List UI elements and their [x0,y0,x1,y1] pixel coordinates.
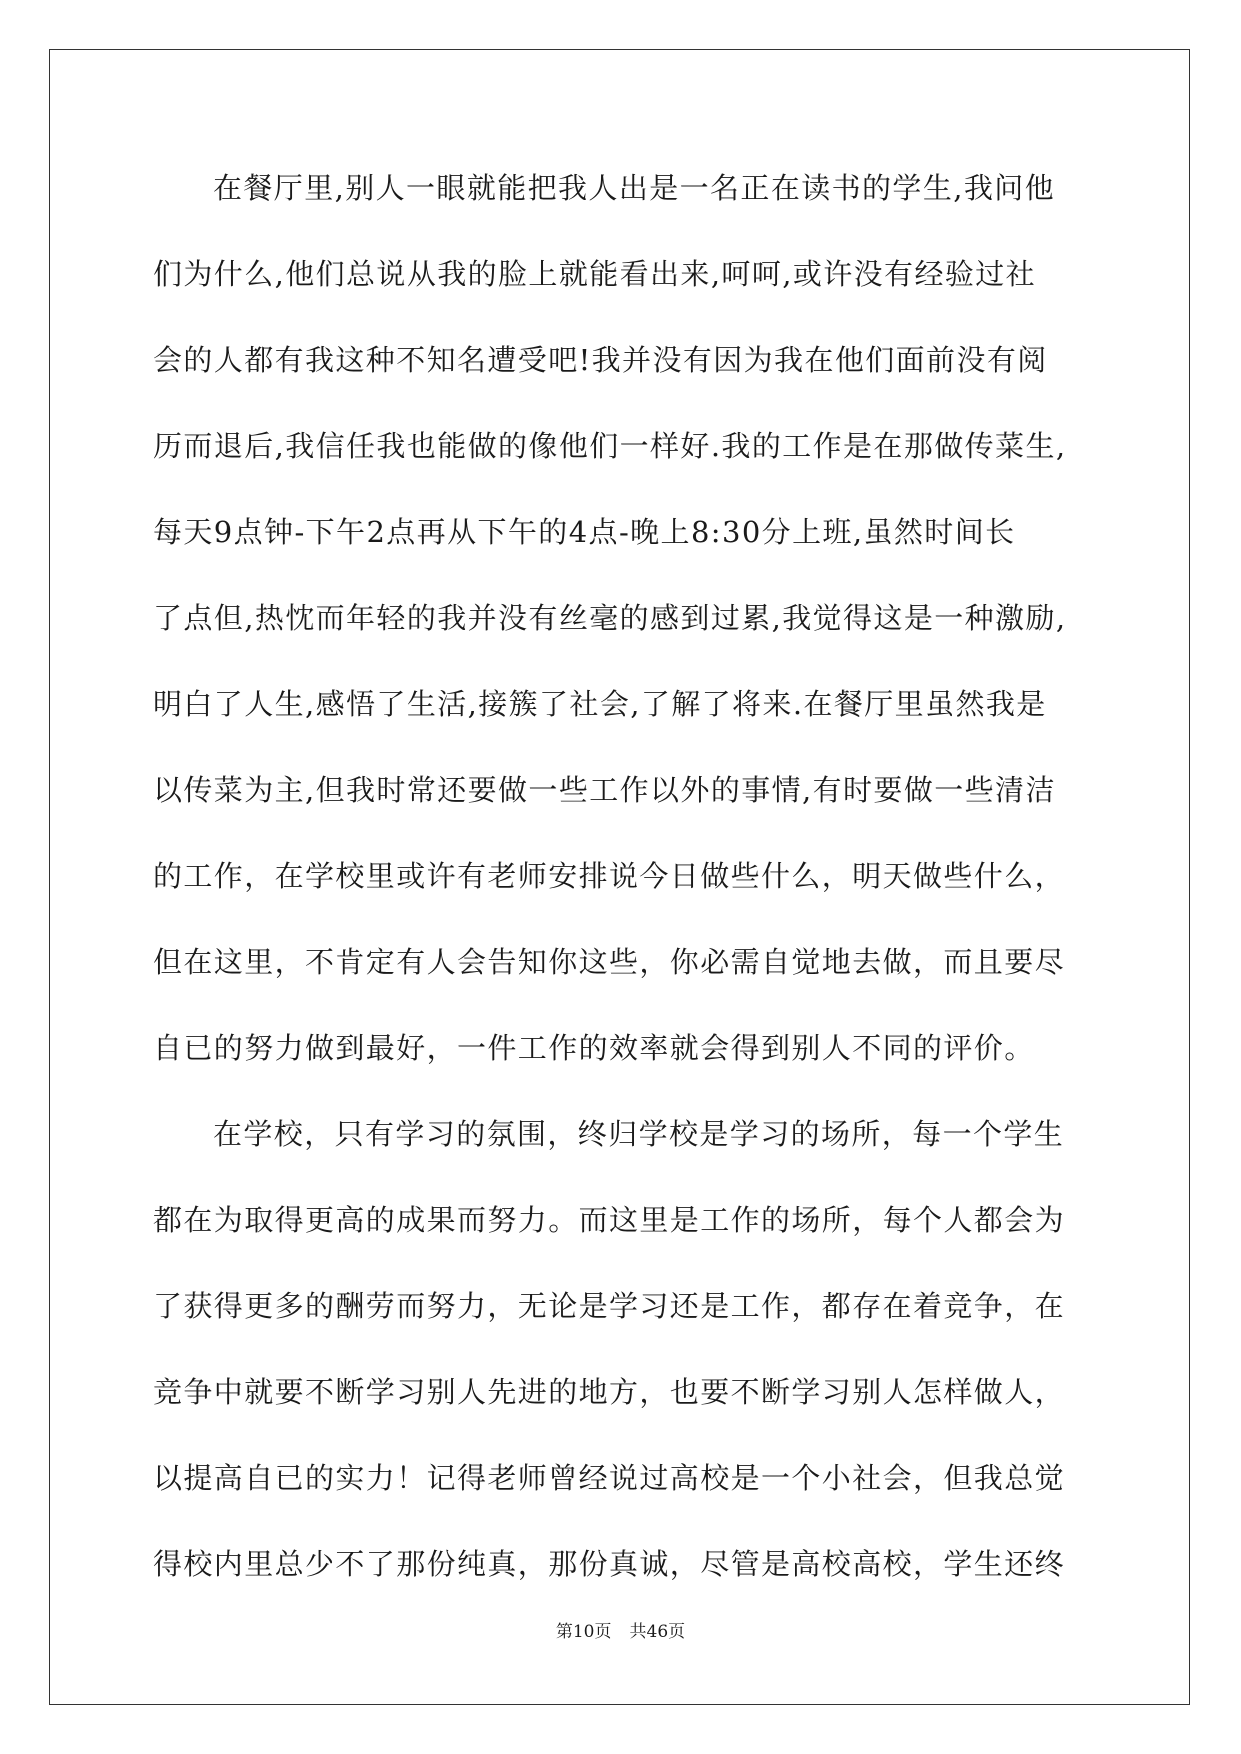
document-body [153,160,1085,1622]
text-line: 每天9点钟-下午2点再从下午的4点-晚上8:30分上班,虽然时间长 [153,515,1016,549]
text-line: 了点但,热忱而年轻的我并没有丝毫的感到过累,我觉得这是一种激励, [153,601,1067,635]
text-line: 们为什么,他们总说从我的脸上就能看出来,呵呵,或许没有经验过社 [153,257,1037,291]
text-line: 以提高自已的实力！记得老师曾经说过高校是一个小社会，但我总觉 [153,1461,1066,1495]
text-line: 得校内里总少不了那份纯真，那份真诚，尽管是高校高校，学生还终 [153,1547,1066,1581]
text-line: 以传菜为主,但我时常还要做一些工作以外的事情,有时要做一些清洁 [153,773,1056,807]
page-number: 第10页 [555,1622,612,1642]
text-line: 明白了人生,感悟了生活,接簇了社会,了解了将来.在餐厅里虽然我是 [153,687,1047,721]
page-footer [0,1622,1241,1642]
text-line: 会的人都有我这种不知名遭受吧!我并没有因为我在他们面前没有阅 [153,343,1048,377]
text-line: 竞争中就要不断学习别人先进的地方，也要不断学习别人怎样做人， [153,1375,1066,1409]
text-line: 历而退后,我信任我也能做的像他们一样好.我的工作是在那做传菜生, [153,429,1067,463]
paragraph-1 [153,160,1085,1106]
page-total: 共46页 [629,1622,686,1642]
text-line: 了获得更多的酬劳而努力，无论是学习还是工作，都存在着竞争，在 [153,1289,1066,1323]
text-line: 的工作，在学校里或许有老师安排说今日做些什么，明天做些什么， [153,859,1066,893]
text-line: 但在这里，不肯定有人会告知你这些，你必需自觉地去做，而且要尽 [153,945,1066,979]
text-line: 在学校，只有学习的氛围，终归学校是学习的场所，每一个学生 [213,1117,1065,1151]
text-line: 自已的努力做到最好，一件工作的效率就会得到别人不同的评价。 [153,1031,1035,1065]
paragraph-2 [153,1106,1085,1622]
text-line: 都在为取得更高的成果而努力。而这里是工作的场所，每个人都会为 [153,1203,1066,1237]
text-line: 在餐厅里,别人一眼就能把我人出是一名正在读书的学生,我问他 [213,171,1056,205]
